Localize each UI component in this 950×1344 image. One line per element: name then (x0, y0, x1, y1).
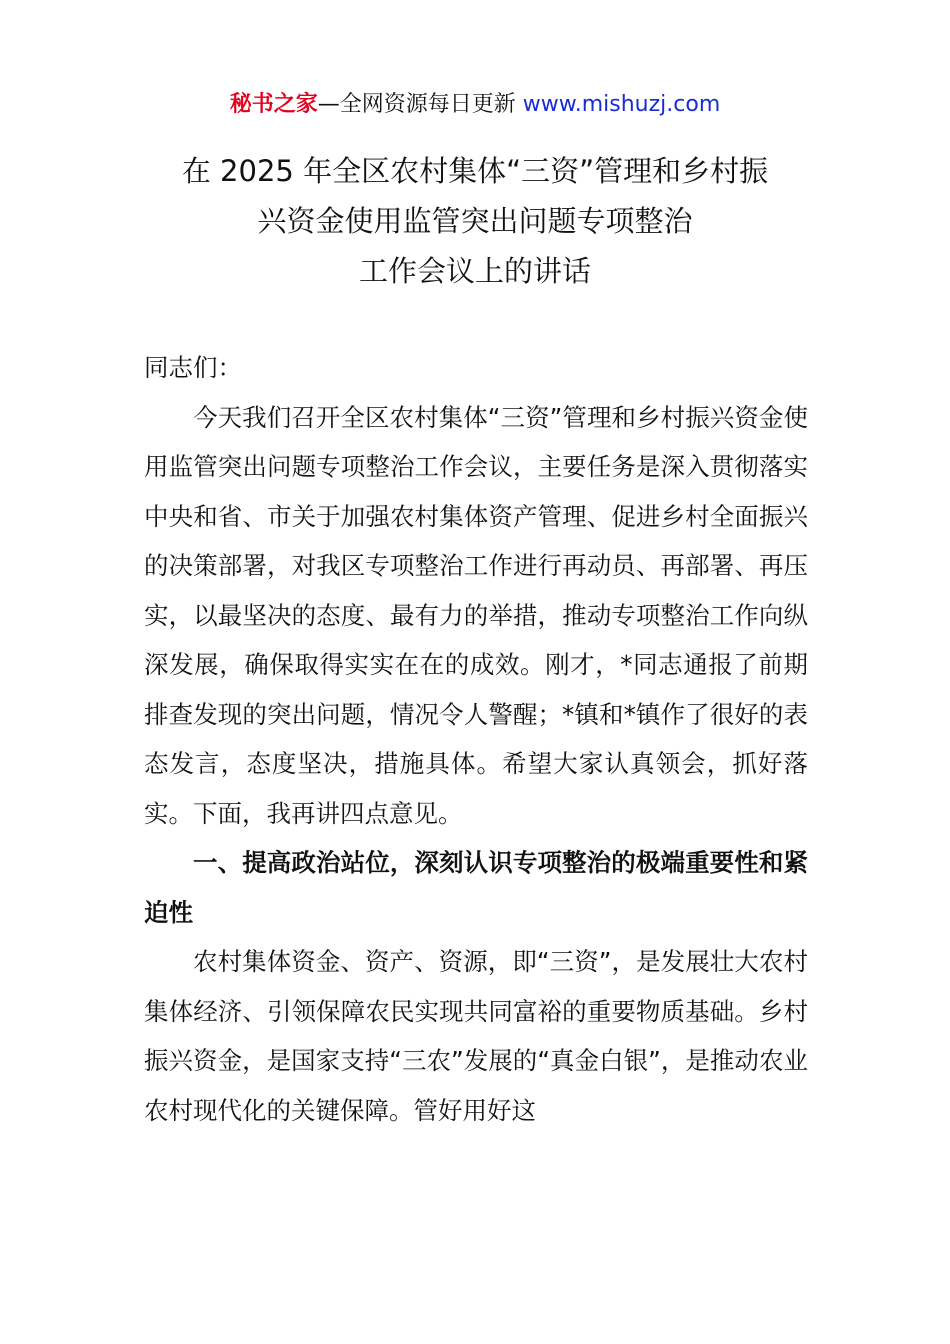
site-header (0, 88, 950, 122)
title-line-3: 工作会议上的讲话 (358, 254, 591, 288)
body-paragraph-2: 农村集体资金、资产、资源，即“三资”，是发展壮大农村集体经济、引领保障农民实现共同富裕的重要物质基础。乡村振兴资金，是国家支持“三农”发展的“真金白银”，是推动农业农村现代化的关键保障。管好用好这 (144, 947, 808, 1125)
title-line-2: 兴资金使用监管突出问题专项整治 (257, 204, 693, 238)
brand-name[interactable]: 秘书之家 (229, 92, 318, 117)
header-tagline: —全网资源每日更新 (317, 92, 523, 117)
body-paragraph-1: 今天我们召开全区农村集体“三资”管理和乡村振兴资金使用监管突出问题专项整治工作会议，主要任务是深入贯彻落实中央和省、市关于加强农村集体资产管理、促进乡村全面振兴的决策部署，对我区专项整治工作进行再动员、再部署、再压实，以最坚决的态度、最有力的举措，推动专项整治工作向纵深发展，确保取得实实在在的成效。刚才，*同志通报了前期排查发现的突出问题，情况令人警醒；*镇和*镇作了很好的表态发言，态度坚决，措施具体。希望大家认真领会，抓好落实。下面，我再讲四点意见。 (144, 402, 808, 828)
salutation: 同志们： (144, 353, 242, 382)
title-line-1: 在 2025 年全区农村集体“三资”管理和乡村振 (181, 154, 769, 188)
site-url-link[interactable]: www.mishuzj.com (522, 92, 721, 117)
document-body (144, 343, 808, 1135)
section-heading-1: 一、提高政治站位，深刻认识专项整治的极端重要性和紧迫性 (144, 848, 808, 927)
document-title (100, 146, 850, 296)
